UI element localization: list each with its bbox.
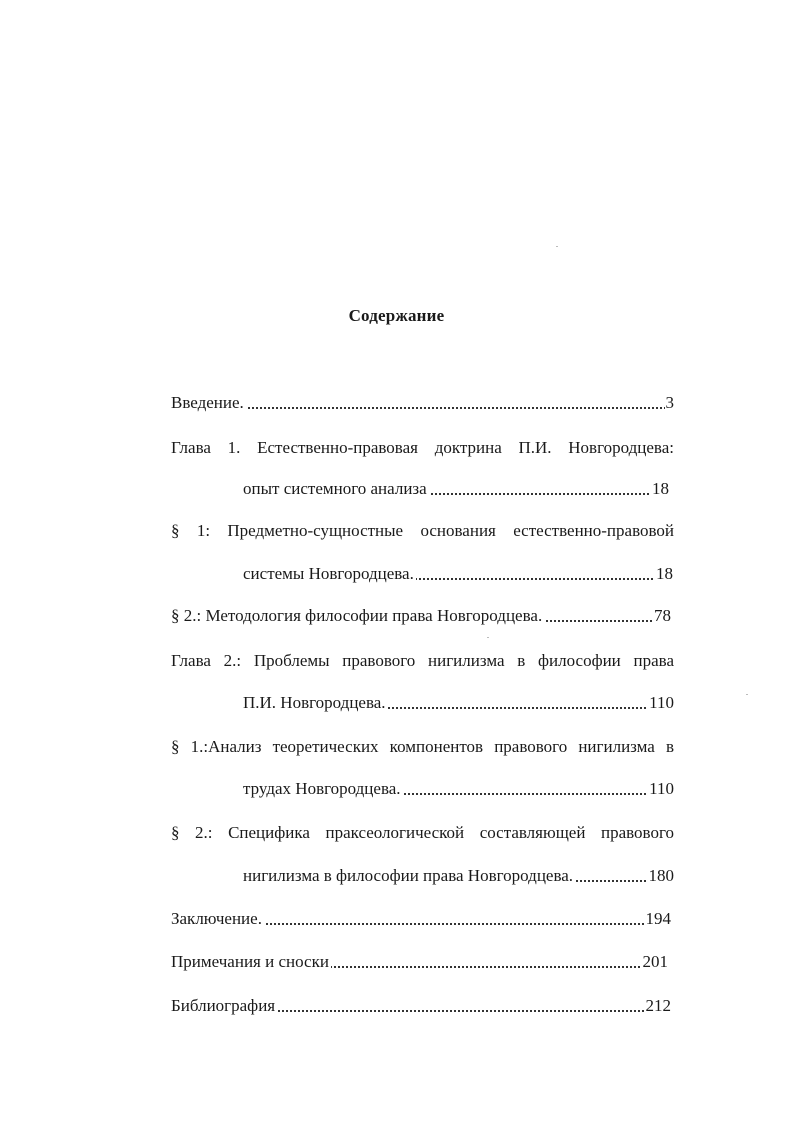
toc-entry-label: Введение. [171, 393, 244, 412]
toc-entry-page: 18 [652, 479, 669, 498]
toc-entry-label: нигилизма в философии права Новгородцева. [243, 866, 574, 885]
toc-entry-section-1-2 [171, 605, 671, 627]
toc-entry-label: Библиография [171, 996, 276, 1015]
toc-entry-page: 110 [649, 693, 674, 712]
toc-entry-page: 212 [645, 996, 671, 1015]
toc-entry-label: Примечания и сноски [171, 952, 329, 971]
toc-entry-page: 194 [645, 909, 671, 928]
toc-entry-page: 18 [656, 564, 673, 583]
scan-speck [487, 637, 489, 638]
toc-entry-conclusion [171, 908, 671, 930]
toc-entry-label: Заключение. [171, 909, 262, 928]
toc-entry-page: 110 [649, 779, 674, 798]
toc-entry-chapter-2-cont [243, 692, 674, 714]
toc-entry-section-2-2-cont [243, 865, 674, 887]
scan-speck [746, 694, 748, 695]
toc-entry-page: 3 [665, 393, 674, 412]
toc-entry-label: § 2.: Специфика праксеологической составляющей правового [171, 823, 674, 842]
toc-entry-label: Глава 1. Естественно-правовая доктрина П.И. Новгородцева: [171, 438, 674, 457]
toc-entry-label: § 1: Предметно-сущностные основания естественно-правовой [171, 521, 674, 540]
toc-entry-chapter-2 [171, 650, 674, 672]
toc-entry-chapter-1 [171, 437, 674, 459]
toc-entry-label: системы Новгородцева. [243, 564, 414, 583]
toc-entry-section-2-1 [171, 736, 674, 758]
toc-entry-label: П.И. Новгородцева. [243, 693, 386, 712]
toc-entry-label: § 1.:Анализ теоретических компонентов правового нигилизма в [171, 737, 674, 756]
toc-entry-label: § 2.: Методология философии права Новгородцева. [171, 606, 543, 625]
toc-entry-section-2-2 [171, 822, 674, 844]
scan-speck [556, 246, 558, 247]
page-title: Содержание [348, 306, 445, 325]
toc-entry-introduction [171, 392, 674, 414]
toc-entry-section-1-1-cont [243, 563, 673, 585]
toc-entry-page: 180 [648, 866, 674, 885]
toc-entry-bibliography [171, 995, 671, 1017]
toc-entry-chapter-1-cont [243, 478, 669, 500]
toc-entry-label: опыт системного анализа [243, 479, 427, 498]
toc-entry-section-1-1 [171, 520, 674, 542]
dot-leader [171, 407, 674, 409]
toc-entry-section-2-1-cont [243, 778, 674, 800]
toc-entry-notes [171, 951, 668, 973]
toc-entry-label: трудах Новгородцева. [243, 779, 401, 798]
toc-entry-page: 201 [642, 952, 668, 971]
toc-entry-page: 78 [654, 606, 671, 625]
toc-entry-label: Глава 2.: Проблемы правового нигилизма в философии права [171, 651, 674, 670]
